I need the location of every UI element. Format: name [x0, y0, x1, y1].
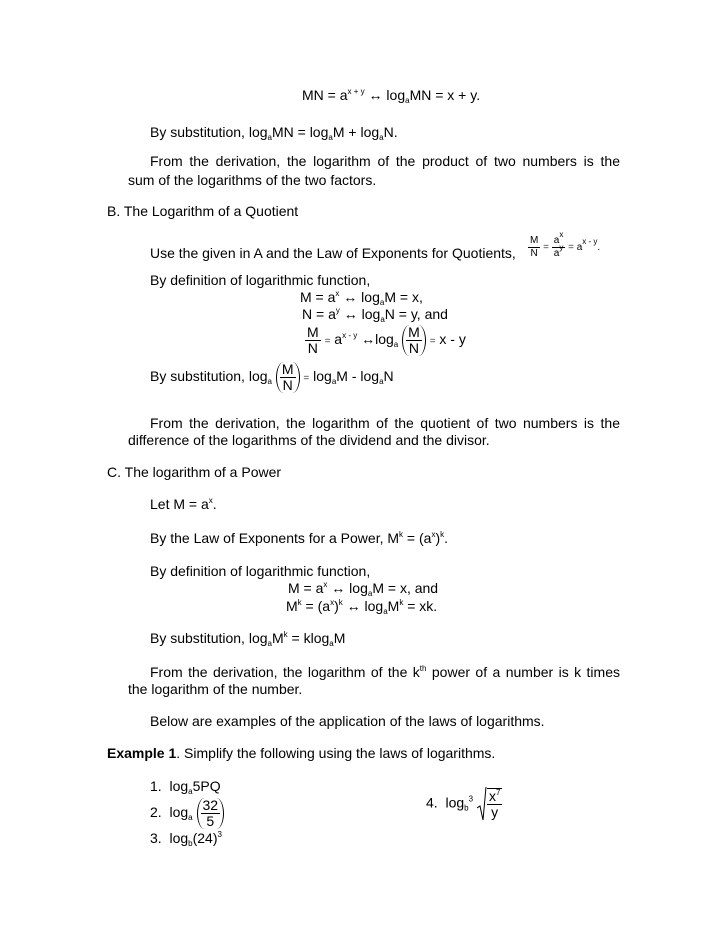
substitution-product: By substitution, $\log_aMN = \log_aM + \log_aN$. — [150, 124, 398, 142]
example-item-2: 2. $\log_a$ $\frac{32}{5}$ — [150, 798, 224, 829]
paragraph-quotient-line1: From the derivation, the logarithm of the quotient of two numbers is the — [150, 415, 620, 431]
examples-intro: Below are examples of the application of the laws of logarithms. — [150, 713, 545, 729]
section-b-heading: B. The Logarithm of a Quotient — [107, 203, 299, 219]
paragraph-product-line1: From the derivation, the logarithm of the product of two numbers is the — [150, 153, 620, 169]
c-equation-2: $M^k = (a^x)^k$ ↔ $\log_aM^k$ = xk. — [286, 598, 438, 616]
b-equation-2: $N = a^y$ ↔ $\log_aN = y$, and — [302, 306, 448, 324]
c-power-law: By the Law of Exponents for a Power, $M^k = (a^x)^k$. — [150, 530, 448, 546]
c-substitution: By substitution, $\log_aM^k = klog_aM$ — [150, 630, 346, 648]
definition-line-c: By definition of logarithmic function, — [150, 563, 371, 579]
paragraph-power-line1: From the derivation, the logarithm of the $k^{th}$ power of a number is k times — [150, 664, 620, 680]
definition-line-b: By definition of logarithmic function, — [150, 272, 371, 288]
quotient-law-line: Use the given in A and the Law of Exponents for Quotients, — [150, 245, 516, 261]
example-item-4: 4. $\log_b^3$ $\frac{x^7}{y}$ — [426, 788, 501, 820]
b-equation-1: $M = a^x$ ↔ $\log_aM = x$, — [300, 289, 423, 307]
section-c-heading: C. The logarithm of a Power — [107, 464, 282, 480]
b-substitution: By substitution, $\log_a$ $\frac{M}{N}$ = $\log_aM - \log_aN$ — [150, 361, 394, 393]
paragraph-quotient-line2: difference of the logarithms of the dividend and the divisor. — [128, 432, 490, 448]
radical-sign — [477, 786, 487, 822]
example-item-1: 1. $\log_a5PQ$ — [150, 778, 221, 796]
paragraph-power-line2: the logarithm of the number. — [128, 681, 303, 697]
example-1-heading: Example 1. Simplify the following using the laws of logarithms. — [107, 745, 496, 761]
quotient-law-fraction: $\frac{M}{N}$ = $\frac{a^x}{a^y}$ = $a^{x - y}$. — [530, 230, 601, 259]
c-equation-1: $M = a^x$ ↔ $\log_aM = x$, and — [288, 580, 439, 598]
example-item-3: 3. $\log_b(24)^3$ — [150, 830, 222, 848]
top-equation: MN = $a^{x + y}$ ↔ $\log_aMN = x + y$. — [302, 87, 481, 105]
c-let: Let $M = a^x$. — [150, 496, 217, 512]
b-equation-3: $\frac{M}{N}$ = $a^{x - y}$ $\leftrightarrow\log_a$ $\frac{M}{N}$ = x - y — [307, 324, 466, 356]
paragraph-product-line2: sum of the logarithms of the two factors. — [128, 172, 377, 188]
